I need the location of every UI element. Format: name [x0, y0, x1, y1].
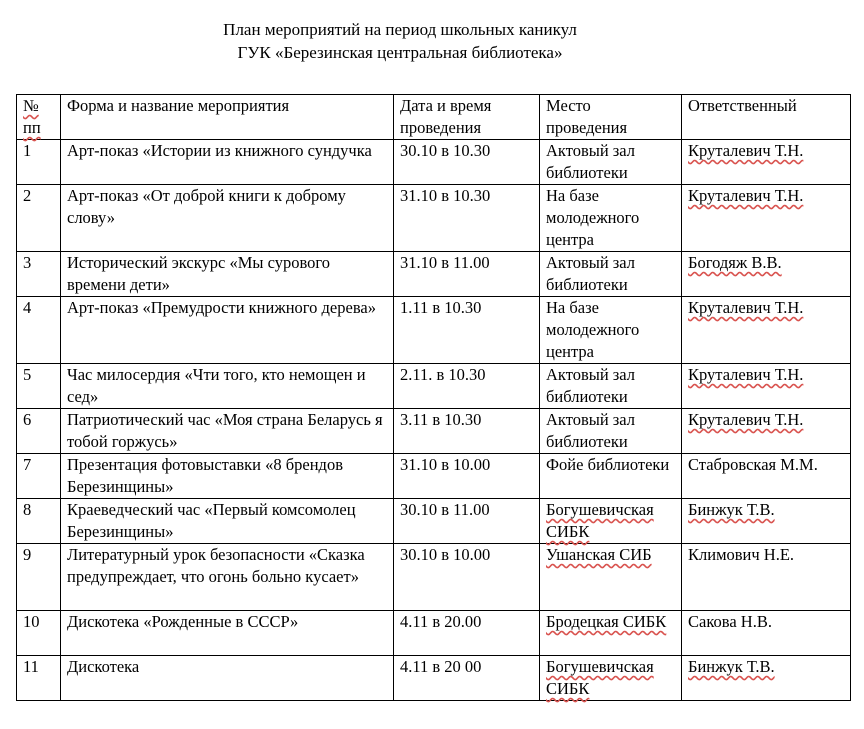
cell-responsible: Богодяж В.В.: [682, 252, 851, 297]
cell-responsible: Круталевич Т.Н.: [682, 409, 851, 454]
cell-num: 3: [17, 252, 61, 297]
cell-responsible: Круталевич Т.Н.: [682, 185, 851, 252]
cell-place: Актовый зал библиотеки: [540, 409, 682, 454]
cell-name: Краеведческий час «Первый комсомолец Березинщины»: [61, 499, 394, 544]
cell-name: Дискотека: [61, 656, 394, 701]
cell-place: На базе молодежного центра: [540, 185, 682, 252]
cell-place: Ушанская СИБ: [540, 544, 682, 611]
cell-num: 1: [17, 140, 61, 185]
events-table: [16, 94, 851, 701]
header-place: Место проведения: [540, 95, 682, 140]
cell-responsible: Круталевич Т.Н.: [682, 140, 851, 185]
header-responsible: Ответственный: [682, 95, 851, 140]
cell-num: 8: [17, 499, 61, 544]
cell-date: 30.10 в 10.30: [394, 140, 540, 185]
cell-num: 6: [17, 409, 61, 454]
cell-name: Патриотический час «Моя страна Беларусь я тобой горжусь»: [61, 409, 394, 454]
cell-date: 31.10 в 11.00: [394, 252, 540, 297]
cell-place: На базе молодежного центра: [540, 297, 682, 364]
cell-place: Актовый зал библиотеки: [540, 252, 682, 297]
cell-responsible: Круталевич Т.Н.: [682, 364, 851, 409]
cell-name: Арт-показ «От доброй книги к доброму слову»: [61, 185, 394, 252]
cell-num: 10: [17, 611, 61, 656]
table-row: [17, 185, 851, 252]
header-num: № пп: [17, 95, 61, 140]
cell-responsible: Бинжук Т.В.: [682, 656, 851, 701]
cell-responsible: Бинжук Т.В.: [682, 499, 851, 544]
cell-name: Дискотека «Рожденные в СССР»: [61, 611, 394, 656]
table-row: [17, 454, 851, 499]
cell-date: 4.11 в 20 00: [394, 656, 540, 701]
cell-date: 4.11 в 20.00: [394, 611, 540, 656]
cell-date: 30.10 в 11.00: [394, 499, 540, 544]
table-header-row: [17, 95, 851, 140]
cell-place: Богушевичская СИБК: [540, 656, 682, 701]
title-line-1: План мероприятий на период школьных каникул: [223, 20, 577, 39]
table-row: [17, 499, 851, 544]
cell-place: Актовый зал библиотеки: [540, 140, 682, 185]
cell-num: 2: [17, 185, 61, 252]
cell-name: Арт-показ «Истории из книжного сундучка: [61, 140, 394, 185]
table-row: [17, 297, 851, 364]
cell-date: 31.10 в 10.30: [394, 185, 540, 252]
table-row: [17, 544, 851, 611]
cell-name: Презентация фотовыставки «8 брендов Березинщины»: [61, 454, 394, 499]
cell-name: Исторический экскурс «Мы сурового времени дети»: [61, 252, 394, 297]
document-title: [0, 18, 800, 64]
cell-responsible: Стабровская М.М.: [682, 454, 851, 499]
cell-responsible: Сакова Н.В.: [682, 611, 851, 656]
cell-num: 11: [17, 656, 61, 701]
cell-place: Богушевичская СИБК: [540, 499, 682, 544]
cell-date: 2.11. в 10.30: [394, 364, 540, 409]
cell-date: 3.11 в 10.30: [394, 409, 540, 454]
table-row: [17, 409, 851, 454]
cell-place: Фойе библиотеки: [540, 454, 682, 499]
cell-responsible: Климович Н.Е.: [682, 544, 851, 611]
header-name: Форма и название мероприятия: [61, 95, 394, 140]
cell-date: 31.10 в 10.00: [394, 454, 540, 499]
cell-name: Час милосердия «Чти того, кто немощен и сед»: [61, 364, 394, 409]
cell-num: 7: [17, 454, 61, 499]
cell-date: 1.11 в 10.30: [394, 297, 540, 364]
table-row: [17, 252, 851, 297]
title-line-2: ГУК «Березинская центральная библиотека»: [237, 43, 563, 62]
cell-place: Актовый зал библиотеки: [540, 364, 682, 409]
table-row: [17, 656, 851, 701]
cell-name: Литературный урок безопасности «Сказка предупреждает, что огонь больно кусает»: [61, 544, 394, 611]
cell-date: 30.10 в 10.00: [394, 544, 540, 611]
header-date: Дата и время проведения: [394, 95, 540, 140]
table-row: [17, 364, 851, 409]
table-row: [17, 611, 851, 656]
cell-num: 4: [17, 297, 61, 364]
table-row: [17, 140, 851, 185]
cell-name: Арт-показ «Премудрости книжного дерева»: [61, 297, 394, 364]
cell-num: 5: [17, 364, 61, 409]
cell-place: Бродецкая СИБК: [540, 611, 682, 656]
cell-num: 9: [17, 544, 61, 611]
cell-responsible: Круталевич Т.Н.: [682, 297, 851, 364]
